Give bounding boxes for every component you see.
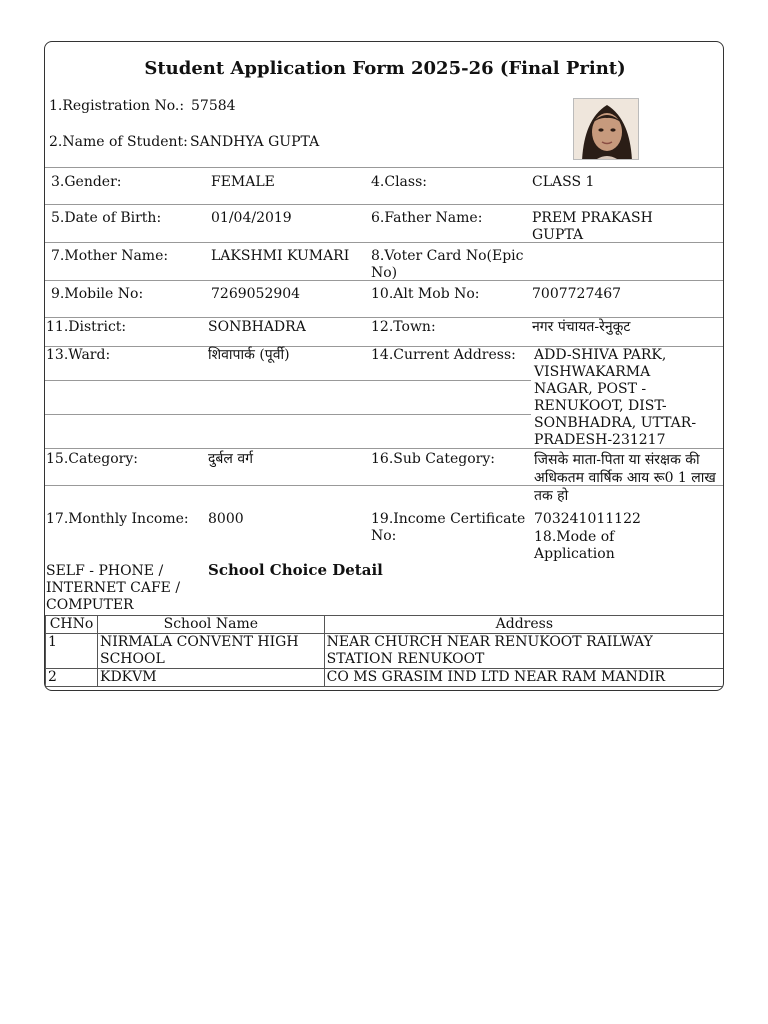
registration-label: 1.Registration No.: [49, 98, 185, 114]
town-value: नगर पंचायत-रेनुकूट [532, 319, 631, 335]
mother-value: LAKSHMI KUMARI [211, 248, 350, 264]
income-cert-value: 703241011122 [534, 511, 641, 527]
school-name-cell: NIRMALA CONVENT HIGH SCHOOL [97, 634, 324, 669]
address-cell: NEAR CHURCH NEAR RENUKOOT RAILWAY STATION RENUKOOT [324, 634, 724, 669]
table-header-row [46, 616, 725, 634]
mode-label: 18.Mode of Application [534, 529, 615, 562]
student-photo-icon [574, 99, 639, 160]
dob-value: 01/04/2019 [211, 210, 292, 226]
registration-value: 57584 [191, 98, 236, 114]
divider [45, 280, 724, 281]
category-value: दुर्बल वर्ग [208, 451, 254, 467]
address-value: ADD-SHIVA PARK, VISHWAKARMA NAGAR, POST - RENUKOOT, DIST- SONBHADRA, UTTAR-PRADESH-231217 [534, 347, 697, 448]
income-label: 17.Monthly Income: [46, 511, 189, 527]
father-label: 6.Father Name: [371, 210, 483, 226]
alt-mobile-value: 7007727467 [532, 286, 622, 302]
sub-category-label: 16.Sub Category: [371, 451, 495, 467]
divider [45, 317, 724, 318]
header-chno: CHNo [46, 616, 98, 634]
income-cert-label: 19.Income Certificate No: [371, 511, 526, 544]
class-label: 4.Class: [371, 174, 427, 190]
town-label: 12.Town: [371, 319, 436, 335]
gender-value: FEMALE [211, 174, 275, 190]
divider [45, 380, 531, 381]
divider [45, 167, 724, 168]
ward-label: 13.Ward: [46, 347, 111, 363]
divider [45, 448, 724, 449]
school-choice-table [45, 615, 724, 687]
student-photo [573, 98, 639, 160]
school-name-cell: KDKVM [97, 669, 324, 687]
voter-label: 8.Voter Card No(Epic No) [371, 248, 524, 281]
student-name-value: SANDHYA GUPTA [190, 134, 320, 150]
class-value: CLASS 1 [532, 174, 595, 190]
header-address: Address [324, 616, 724, 634]
table-row [46, 669, 725, 687]
address-cell: CO MS GRASIM IND LTD NEAR RAM MANDIR [324, 669, 724, 687]
school-choice-heading: School Choice Detail [208, 561, 383, 579]
category-label: 15.Category: [46, 451, 138, 467]
alt-mobile-label: 10.Alt Mob No: [371, 286, 480, 302]
mode-value: SELF - PHONE / INTERNET CAFE / COMPUTER [46, 563, 181, 613]
application-form [44, 41, 724, 691]
sub-category-value: जिसके माता-पिता या संरक्षक की अधिकतम वार्षिक आय रू0 1 लाख तक हो [534, 452, 716, 504]
chno-cell: 1 [46, 634, 98, 669]
divider [45, 242, 724, 243]
address-label: 14.Current Address: [371, 347, 516, 363]
dob-label: 5.Date of Birth: [51, 210, 162, 226]
divider [45, 204, 724, 205]
student-name-label: 2.Name of Student: [49, 134, 188, 150]
mobile-value: 7269052904 [211, 286, 301, 302]
gender-label: 3.Gender: [51, 174, 122, 190]
district-value: SONBHADRA [208, 319, 306, 335]
ward-value: शिवापार्क (पूर्वी) [208, 347, 290, 363]
table-row [46, 634, 725, 669]
chno-cell: 2 [46, 669, 98, 687]
header-school-name: School Name [97, 616, 324, 634]
divider [45, 485, 724, 486]
district-label: 11.District: [46, 319, 127, 335]
income-value: 8000 [208, 511, 244, 527]
form-title: Student Application Form 2025-26 (Final Print) [144, 58, 626, 79]
father-value: PREM PRAKASH GUPTA [532, 210, 653, 243]
mobile-label: 9.Mobile No: [51, 286, 144, 302]
mother-label: 7.Mother Name: [51, 248, 169, 264]
divider [45, 414, 531, 415]
